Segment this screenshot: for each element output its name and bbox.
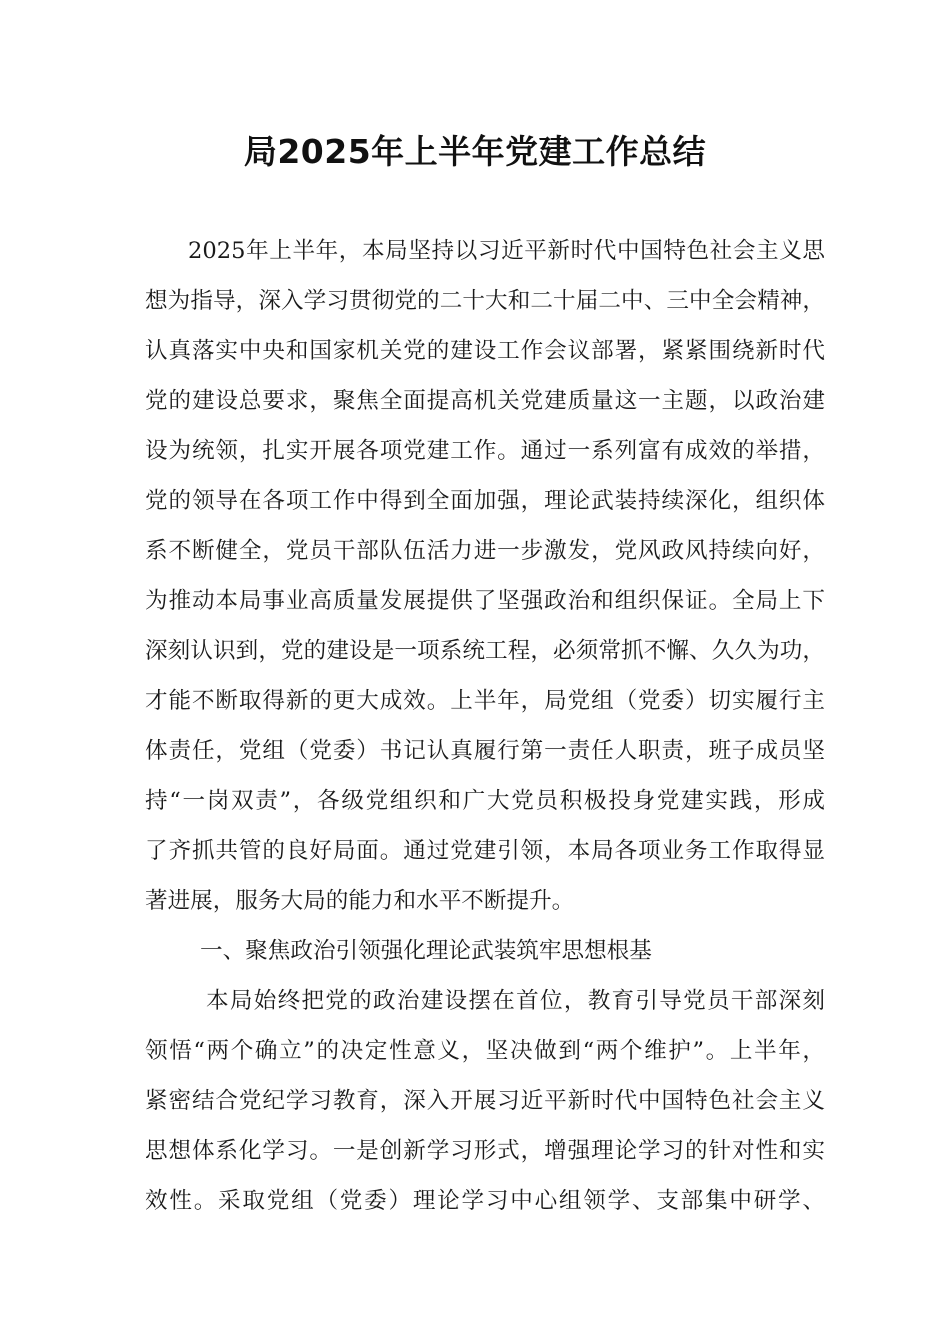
paragraph-line: 党的建设总要求，聚焦全面提高机关党建质量这一主题，以政治建 <box>145 388 825 414</box>
paragraph-line: 思想体系化学习。一是创新学习形式，增强理论学习的针对性和实 <box>145 1138 825 1164</box>
paragraph-line: 了齐抓共管的良好局面。通过党建引领，本局各项业务工作取得显 <box>145 838 825 864</box>
section-heading: 一、聚焦政治引领强化理论武装筑牢思想根基 <box>200 938 652 964</box>
paragraph-line: 才能不断取得新的更大成效。上半年，局党组（党委）切实履行主 <box>145 688 825 714</box>
paragraph-line: 领悟“两个确立”的决定性意义，坚决做到“两个维护”。上半年， <box>145 1038 825 1064</box>
paragraph-line: 系不断健全，党员干部队伍活力进一步激发，党风政风持续向好， <box>145 538 825 564</box>
document-title: 局2025年上半年党建工作总结 <box>243 132 707 171</box>
paragraph-line: 效性。采取党组（党委）理论学习中心组领学、支部集中研学、 <box>145 1188 825 1214</box>
paragraph-line: 本局始终把党的政治建设摆在首位，教育引导党员干部深刻 <box>206 988 825 1014</box>
paragraph-line: 认真落实中央和国家机关党的建设工作会议部署，紧紧围绕新时代 <box>145 338 825 364</box>
paragraph-line: 想为指导，深入学习贯彻党的二十大和二十届二中、三中全会精神， <box>145 288 825 314</box>
paragraph-line: 2025年上半年，本局坚持以习近平新时代中国特色社会主义思 <box>188 238 825 264</box>
paragraph-line: 著进展，服务大局的能力和水平不断提升。 <box>145 888 575 914</box>
paragraph-line: 设为统领，扎实开展各项党建工作。通过一系列富有成效的举措， <box>145 438 825 464</box>
paragraph-line: 党的领导在各项工作中得到全面加强，理论武装持续深化，组织体 <box>145 488 825 514</box>
paragraph-line: 体责任，党组（党委）书记认真履行第一责任人职责，班子成员坚 <box>145 738 825 764</box>
paragraph-line: 深刻认识到，党的建设是一项系统工程，必须常抓不懈、久久为功， <box>145 638 825 664</box>
paragraph-line: 紧密结合党纪学习教育，深入开展习近平新时代中国特色社会主义 <box>145 1088 825 1114</box>
paragraph-line: 为推动本局事业高质量发展提供了坚强政治和组织保证。全局上下 <box>145 588 825 614</box>
paragraph-line: 持“一岗双责”，各级党组织和广大党员积极投身党建实践，形成 <box>145 788 825 814</box>
